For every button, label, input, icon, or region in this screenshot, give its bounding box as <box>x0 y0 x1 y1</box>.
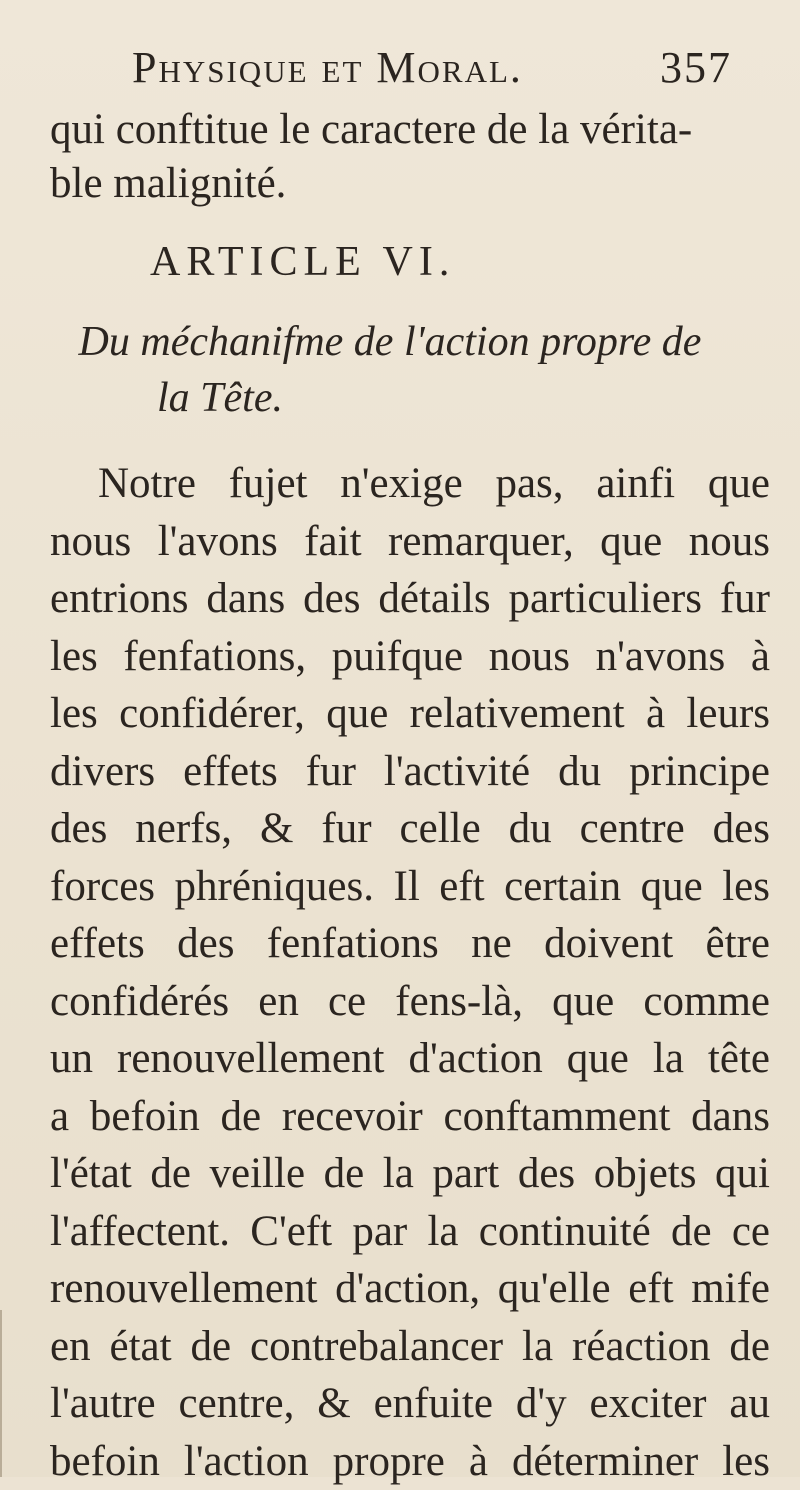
text-line: nous l'avons fait remarquer, que nous <box>50 513 770 571</box>
article-subtitle-line: la Tête. <box>0 374 620 422</box>
text-line: l'état de veille de la part des objets qui <box>50 1145 770 1203</box>
text-line: l'affectent. C'eft par la continuité de ce <box>50 1203 770 1261</box>
text-line: a befoin de recevoir conftamment dans <box>50 1088 770 1146</box>
text-line: en état de contrebalancer la réaction de <box>50 1318 770 1376</box>
running-title: Physique et Moral. <box>132 43 523 92</box>
carryover-line: qui conftitue le caractere de la vérita- <box>50 102 770 158</box>
text-line: divers effets fur l'activité du principe <box>50 743 770 801</box>
body-paragraph <box>50 455 770 1490</box>
text-line: confidérés en ce fens-là, que comme <box>50 973 770 1031</box>
article-subtitle-line: Du méchanifme de l'action propre de <box>0 318 790 366</box>
text-line: des nerfs, & fur celle du centre des <box>50 800 770 858</box>
page-edge-shadow <box>0 1310 2 1477</box>
page-number: 357 <box>660 42 732 93</box>
text-line: un renouvellement d'action que la tête <box>50 1030 770 1088</box>
text-line: effets des fenfations ne doivent être <box>50 915 770 973</box>
carryover-line: ble malignité. <box>50 156 770 212</box>
article-heading: ARTICLE VI. <box>150 238 650 286</box>
text-line: l'autre centre, & enfuite d'y exciter au <box>50 1375 770 1433</box>
running-head <box>132 42 732 93</box>
text-line: Notre fujet n'exige pas, ainfi que <box>50 455 770 513</box>
text-line: forces phréniques. Il eft certain que les <box>50 858 770 916</box>
text-line: les fenfations, puifque nous n'avons à <box>50 628 770 686</box>
text-line: les confidérer, que relativement à leurs <box>50 685 770 743</box>
text-line: renouvellement d'action, qu'elle eft mife <box>50 1260 770 1318</box>
text-line: entrions dans des détails particuliers fur <box>50 570 770 628</box>
text-line: befoin l'action propre à déterminer les <box>50 1433 770 1490</box>
